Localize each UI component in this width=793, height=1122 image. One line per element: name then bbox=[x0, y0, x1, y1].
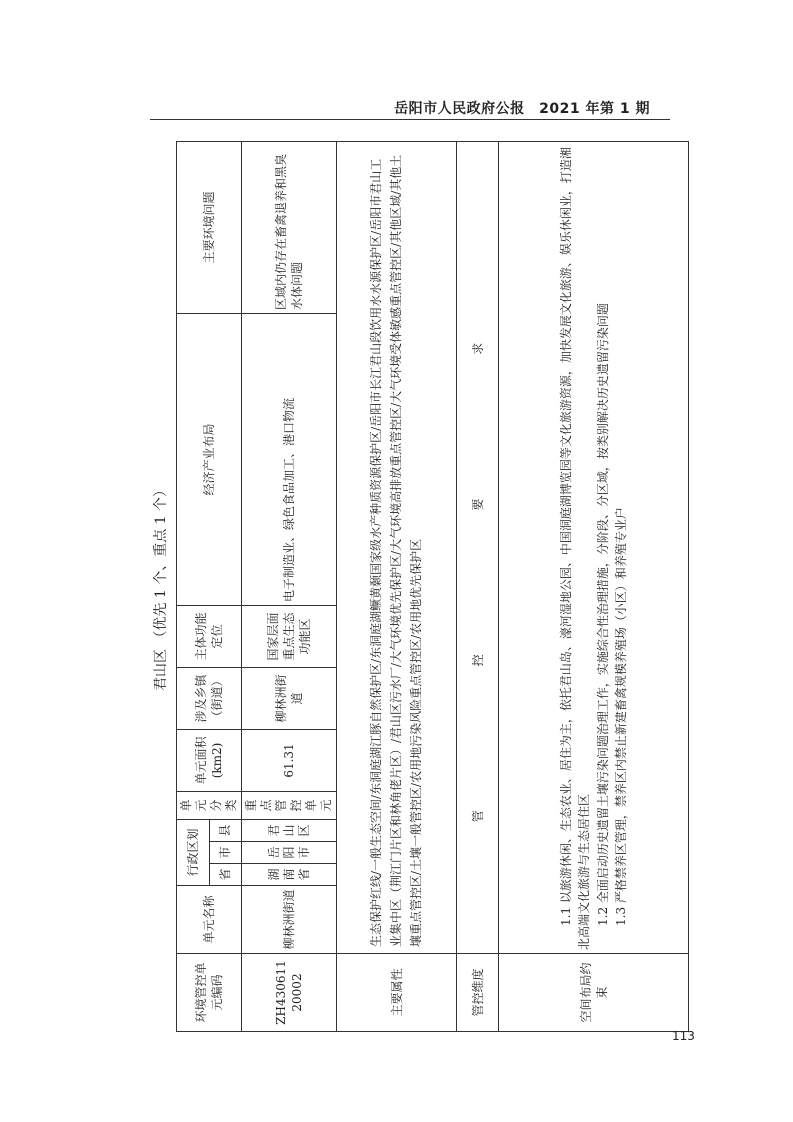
cell-unit-type: 重点管控单元 bbox=[242, 791, 337, 819]
cell-area: 61.31 bbox=[242, 729, 337, 791]
cell-name: 柳林洲街道 bbox=[242, 886, 337, 954]
col-code: 环境管控单元编码 bbox=[177, 954, 242, 1032]
cell-function: 国家层面重点生态功能区 bbox=[242, 605, 337, 667]
col-unit-type: 单元分类 bbox=[177, 791, 242, 819]
cell-city: 岳阳市 bbox=[242, 842, 337, 864]
col-economy: 经济产业布局 bbox=[177, 313, 242, 605]
attributes-label: 主要属性 bbox=[337, 954, 457, 1032]
col-problems: 主要环境问题 bbox=[177, 141, 242, 313]
spatial-label: 空间布局约束 bbox=[499, 954, 689, 1032]
cell-economy: 电子制造业、绿色食品加工、港口物流 bbox=[242, 313, 337, 605]
header-rule bbox=[150, 119, 670, 120]
header-text: 岳阳市人民政府公报 2021 年第 1 期 bbox=[394, 101, 650, 117]
attributes-row bbox=[337, 141, 457, 1031]
col-towns: 涉及乡镇（街道） bbox=[177, 667, 242, 729]
spatial-item: 1.1 以旅游休闲、生态农业、居住为主，依托君山岛、濠河湿地公园、中国洞庭湖博览园等文化旅游资源，加快发展文化旅游、娱乐休闲业，打造湘北高端文化旅游与生态居住区 bbox=[558, 147, 592, 950]
header-row-1 bbox=[177, 141, 210, 1031]
attributes-text: 生态保护红线/一般生态空间/东洞庭湖江豚自然保护区/东洞庭湖鳜黄颡国家级水产种质资源保护区/岳阳市长江君山段饮用水水源保护区/岳阳市君山工业集中区（荆江门片区和林角佬片区）/君山区污水厂/大气环境优先保护区/大气环境高排放重点管控区/大气环境受体敏感重点管控区/其他区域/其他土壤重点管控区/土壤一般管控区/农用地污染风险重点管控区/农用地优先保护区 bbox=[337, 141, 457, 953]
spatial-item: 1.3 严格禁养区管理，禁养区内禁止新建畜禽规模养殖场（小区）和养殖专业户 bbox=[614, 507, 629, 926]
col-function: 主体功能定位 bbox=[177, 605, 242, 667]
col-county: 县 bbox=[209, 819, 242, 841]
spatial-item: 1.2 全面启动历史遗留土壤污染问题治理工作，实施综合性治理措施，分阶段、分区域，按类别解决历史遗留污染问题 bbox=[595, 303, 610, 926]
control-unit-table bbox=[176, 141, 689, 1032]
cell-code: ZH43061120002 bbox=[242, 954, 337, 1032]
spatial-requirements bbox=[499, 141, 689, 953]
col-city: 市 bbox=[209, 842, 242, 864]
cell-problems: 区域内仍存在畜禽退养和黑臭水体问题 bbox=[242, 141, 337, 313]
table-title: 君山区 （优先 1 个、重点 1 个） bbox=[153, 482, 169, 692]
col-name: 单元名称 bbox=[177, 886, 242, 954]
cell-towns: 柳林洲街道 bbox=[242, 667, 337, 729]
control-label: 管控维度 bbox=[457, 954, 499, 1032]
cell-province: 湖南省 bbox=[242, 864, 337, 886]
control-title: 管 控 要 求 bbox=[457, 141, 499, 953]
control-row bbox=[457, 141, 499, 1031]
col-province: 省 bbox=[209, 864, 242, 886]
col-admin: 行政区划 bbox=[177, 819, 210, 885]
page-number: 113 bbox=[672, 1029, 695, 1043]
rotated-table-page bbox=[150, 142, 670, 1032]
spatial-row bbox=[499, 141, 689, 1031]
page-header bbox=[150, 96, 670, 120]
cell-county: 君山区 bbox=[242, 819, 337, 841]
data-row bbox=[242, 141, 337, 1031]
col-area: 单元面积(km2) bbox=[177, 729, 242, 791]
